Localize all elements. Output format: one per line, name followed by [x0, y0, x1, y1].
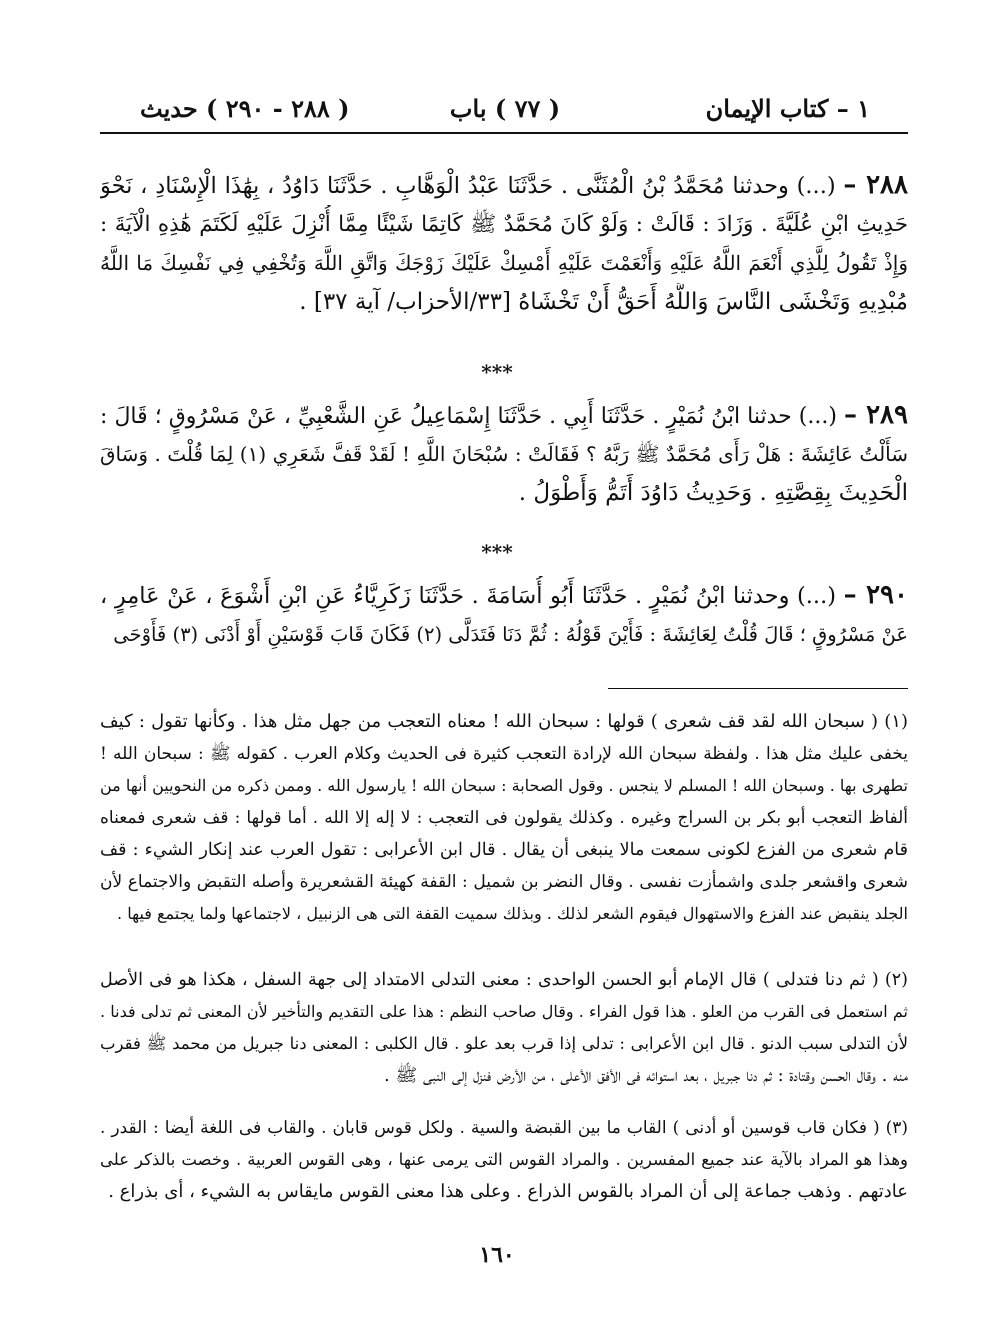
- hadith-289: [100, 396, 908, 513]
- text-line: الْحَدِيثَ بِقِصَّتِهِ . وَحَدِيثُ دَاوُدَ أَتَمُّ وَأَطْوَلُ .: [518, 480, 908, 506]
- section-separator: ***: [481, 540, 513, 564]
- footnote-line: ألفاظ التعجب أبو بكر بن السراج وغيره . وكذلك يقولون فى التعجب : لا إله إلا الله . أما قولها : قف شعرى فمعناه: [100, 808, 908, 828]
- footnote-line: شعرى واقشعر جلدى واشمأزت نفسى . وقال النضر بن شميل : القفة كهيئة القشعريرة وأصله التقبض والاجتماع لأن: [100, 872, 908, 892]
- header-divider: [100, 132, 908, 134]
- text-line: ٢٨٨ – (...) وحدثنا مُحَمَّدُ بْنُ الْمُثَنَّى . حَدَّثَنَا عَبْدُ الْوَهَّابِ . حَدَّثَنَا دَاوُدُ ، بِهَٰذَا الْإِسْنَادِ ، نَحْوَ: [100, 170, 908, 200]
- footnote-line: قام شعرى من الفزع لكونى سمعت مالا ينبغى أن يقال . قال ابن الأعرابى : تقول العرب عند إنكار الشيء : قف: [100, 840, 908, 860]
- chapter-title: ١ – كتاب الإيمان: [705, 94, 870, 123]
- footnote-line: تطهرى بها . وسبحان الله ! المسلم لا ينجس . وقول الصحابة : سبحان الله ! يارسول الله . وممن ذكره من النحويين أنها من: [100, 776, 908, 795]
- footnote-2: [100, 964, 908, 1092]
- footnote-line: يخفى عليك مثل هذا . ولفظة سبحان الله لإرادة التعجب كثيرة فى الحديث وكلام العرب . كقوله ﷺ : سبحان الله !: [100, 744, 908, 764]
- footnote-line: (٢) ( ثم دنا فتدلى ) قال الإمام أبو الحسن الواحدى : معنى التدلى الامتداد إلى جهة السفل ، هكذا هو فى الأصل: [100, 970, 908, 990]
- footnote-line: (١) ( سبحان الله لقد قف شعرى ) قولها : سبحان الله ! معناه التعجب من جهل مثل هذا . وكأنها تقول : كيف: [100, 711, 908, 732]
- footnote-divider: [608, 688, 908, 689]
- hadith-number: ٢٩٠ –: [843, 580, 908, 610]
- hadith-number: ٢٨٩ –: [843, 400, 908, 430]
- page-number: ١٦٠: [479, 1242, 515, 1268]
- footnote-line: (٣) ( فكان قاب قوسين أو أدنى ) القاب ما بين القبضة والسية . ولكل قوس قابان . والقاب فى اللغة أيضا : القدر .: [100, 1118, 908, 1138]
- hadith-number: ٢٨٨ –: [843, 170, 908, 200]
- text-line: عَنْ مَسْرُوقٍ ؛ قَالَ قُلْتُ لِعَائِشَةَ : فَأَيْنَ قَوْلُهُ : ثُمَّ دَنَا فَتَدَلَّى (٢) فَكَانَ قَابَ قَوْسَيْنِ أَوْ أَدْنَى (٣) فَأَوْحَى: [113, 623, 908, 646]
- hadith-290: [100, 576, 908, 654]
- text-line: سَأَلْتُ عَائِشَةَ : هَلْ رَأَى مُحَمَّدٌ ﷺ رَبَّهُ ؟ فَقَالَتْ : سُبْحَانَ اللَّهِ ! لَقَدْ قَفَّ شَعَرِي (١) لِمَا قُلْتَ . وَسَاقَ: [100, 442, 908, 466]
- footnote-line: وهذا هو المراد بالآية عند جميع المفسرين . والمراد القوس التى يرمى عنها ، وهى القوس العربية . وخصت بالذكر على: [100, 1150, 908, 1169]
- text-line: ٢٨٩ – (...) حدثنا ابْنُ نُمَيْرٍ . حَدَّثَنَا أَبِي . حَدَّثَنَا إِسْمَاعِيلُ عَنِ الشَّعْبِيِّ ، عَنْ مَسْرُوقٍ ؛ قَالَ :: [100, 400, 908, 430]
- footnote-1: [100, 706, 908, 930]
- footnote-line: لأن التدلى سبب الدنو . قال ابن الأعرابى : تدلى إذا قرب بعد علو . قال الكلبى : المعنى دنا جبريل من محمد ﷺ فقرب: [100, 1034, 908, 1053]
- section-separator: ***: [481, 360, 513, 384]
- footnote-line: منه . وقال الحسن وقتادة : ثم دنا جبريل ، بعد استوائه فى الأفق الأعلى ، من الأرض فنزل إلى النبى ﷺ .: [384, 1065, 908, 1086]
- footnote-line: الجلد ينقبض عند الفزع والاستهوال فيقوم الشعر لذلك . وبذلك سميت القفة التى هى الزنبيل ، لاجتماعها ولما يجتمع فيها .: [117, 904, 908, 923]
- footnote-3: [100, 1112, 908, 1208]
- hadith-288: [100, 166, 908, 322]
- hadith-range: ( ٢٨٨ - ٢٩٠ ) حديث: [140, 94, 350, 123]
- text-line: وَإِذْ تَقُولُ لِلَّذِي أَنْعَمَ اللَّهُ عَلَيْهِ وَأَنْعَمْتَ عَلَيْهِ أَمْسِكْ عَلَيْكَ زَوْجَكَ وَاتَّقِ اللَّهَ وَتُخْفِي فِي نَفْسِكَ مَا اللَّهُ: [100, 251, 908, 275]
- text-line: مُبْدِيهِ وَتَخْشَى النَّاسَ وَاللَّهُ أَحَقُّ أَنْ تَخْشَاهُ [٣٣/الأحزاب/ آية ٣٧] .: [299, 289, 908, 315]
- footnote-line: ثم استعمل فى القرب من العلو . هذا قول الفراء . وقال صاحب النظم : هذا على التقديم والتأخير لأن المعنى ثم تدلى فدنا .: [100, 1002, 908, 1021]
- footnote-line: عادتهم . وذهب جماعة إلى أن المراد بالقوس الذراع . وعلى هذا معنى القوس مايقاس به الشيء ، أى بذراع .: [108, 1181, 908, 1202]
- text-line: حَدِيثِ ابْنِ عُلَيَّةَ . وَزَادَ : قَالَتْ : وَلَوْ كَانَ مُحَمَّدٌ ﷺ كَاتِمًا شَيْئًا مِمَّا أُنْزِلَ عَلَيْهِ لَكَتَمَ هَٰذِهِ الْآيَةَ :: [100, 212, 908, 237]
- text-line: ٢٩٠ – (...) وحدثنا ابْنُ نُمَيْرٍ . حَدَّثَنَا أَبُو أُسَامَةَ . حَدَّثَنَا زَكَرِيَّاءُ عَنِ ابْنِ أَشْوَعَ ، عَنْ عَامِرٍ ،: [100, 580, 908, 610]
- running-header: [140, 88, 870, 128]
- bab-number: ( ٧٧ ) باب: [449, 94, 561, 123]
